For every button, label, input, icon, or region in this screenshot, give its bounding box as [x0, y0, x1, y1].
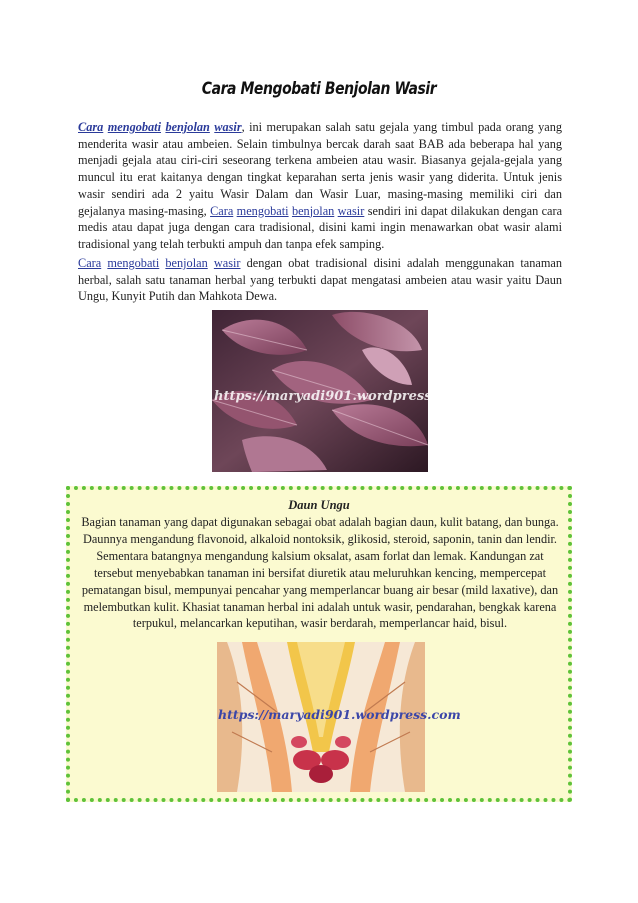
- daun-ungu-leaves-illustration: [212, 310, 467, 472]
- herbal-paragraph: [78, 255, 562, 305]
- paragraph-text: , ini merupakan salah satu gejala yang timbul pada orang yang menderita wasir atau ambeien. Selain timbulnya bercak darah saat BAB ada beberapa hal yang menjadi gejala atau ciri-ciri seseorang terkena ambeien atau wasir. Biasanya gejala-gejala yang muncul itu erat kaitanya dengan tingkat keparahan serta jenis wasir yang diderita. Untuk jenis wasir sendiri ada 2 yaitu Wasir Dalam dan Wasir Luar, masing-masing memiliki ciri dan gejalanya masing-masing,: [78, 120, 563, 218]
- anatomy-illustration: [217, 642, 461, 792]
- paragraph-text: dengan obat tradisional disini adalah menggunakan tanaman herbal, salah satu tanaman herbal yang terbukti dapat mengatasi ambeien atau wasir yaitu Daun Ungu, Kunyit Putih dan Mahkota Dewa.: [78, 256, 562, 304]
- infobox-body: Bagian tanaman yang dapat digunakan sebagai obat adalah bagian daun, kulit batang, dan bunga. Daunnya mengandung flavonoid, alkaloid nontoksik, glikosid, steroid, saponin, tanin dan lendir. Sementara batangnya mengandung kalsium oksalat, asam forlat dan lemak. Kandungan zat tersebut menyebabkan tanaman ini bersifat diuretik atau meluruhkan kencing, mempercepat pematangan bisul, mempunyai pencahar yang memperlancar buang air besar (mild laxative), dan melembutkan kulit. Khasiat tanaman herbal ini adalah untuk wasir, pendarahan, bengkak karena terpukul, melancarkan keputihan, wasir berdarah, memperlancar haid, bisul.: [81, 515, 559, 631]
- link-cara[interactable]: Cara: [210, 203, 234, 218]
- link-cara[interactable]: Cara: [78, 120, 104, 134]
- link-wasir[interactable]: wasir: [214, 120, 242, 134]
- daun-ungu-photo: [212, 310, 467, 472]
- paragraph-text: sendiri ini dapat dilakukan dengan cara medis atau dapat juga dengan cara tradisional, disini kami ingin menawarkan obat wasir alami tradisional yang telah terbukti ampuh dan tanpa efek samping.: [78, 203, 563, 251]
- link-wasir[interactable]: wasir: [337, 203, 365, 218]
- link-benjolan[interactable]: benjolan: [291, 203, 335, 218]
- infobox-title: Daun Ungu: [288, 498, 350, 512]
- link-mengobati[interactable]: mengobati: [107, 256, 160, 270]
- anatomy-drawing: [217, 642, 461, 792]
- link-mengobati[interactable]: mengobati: [107, 120, 162, 134]
- page-title: Cara Mengobati Benjolan Wasir: [201, 79, 437, 99]
- watermark-text: https://maryadi901.wordpress.com: [214, 389, 467, 404]
- link-wasir[interactable]: wasir: [213, 256, 241, 270]
- watermark-text: https://maryadi901.wordpress.com: [218, 707, 461, 722]
- link-cara[interactable]: Cara: [78, 256, 102, 270]
- link-mengobati[interactable]: mengobati: [236, 203, 289, 218]
- link-benjolan[interactable]: benjolan: [165, 256, 208, 270]
- link-benjolan[interactable]: benjolan: [165, 120, 210, 134]
- intro-paragraph: [78, 119, 562, 253]
